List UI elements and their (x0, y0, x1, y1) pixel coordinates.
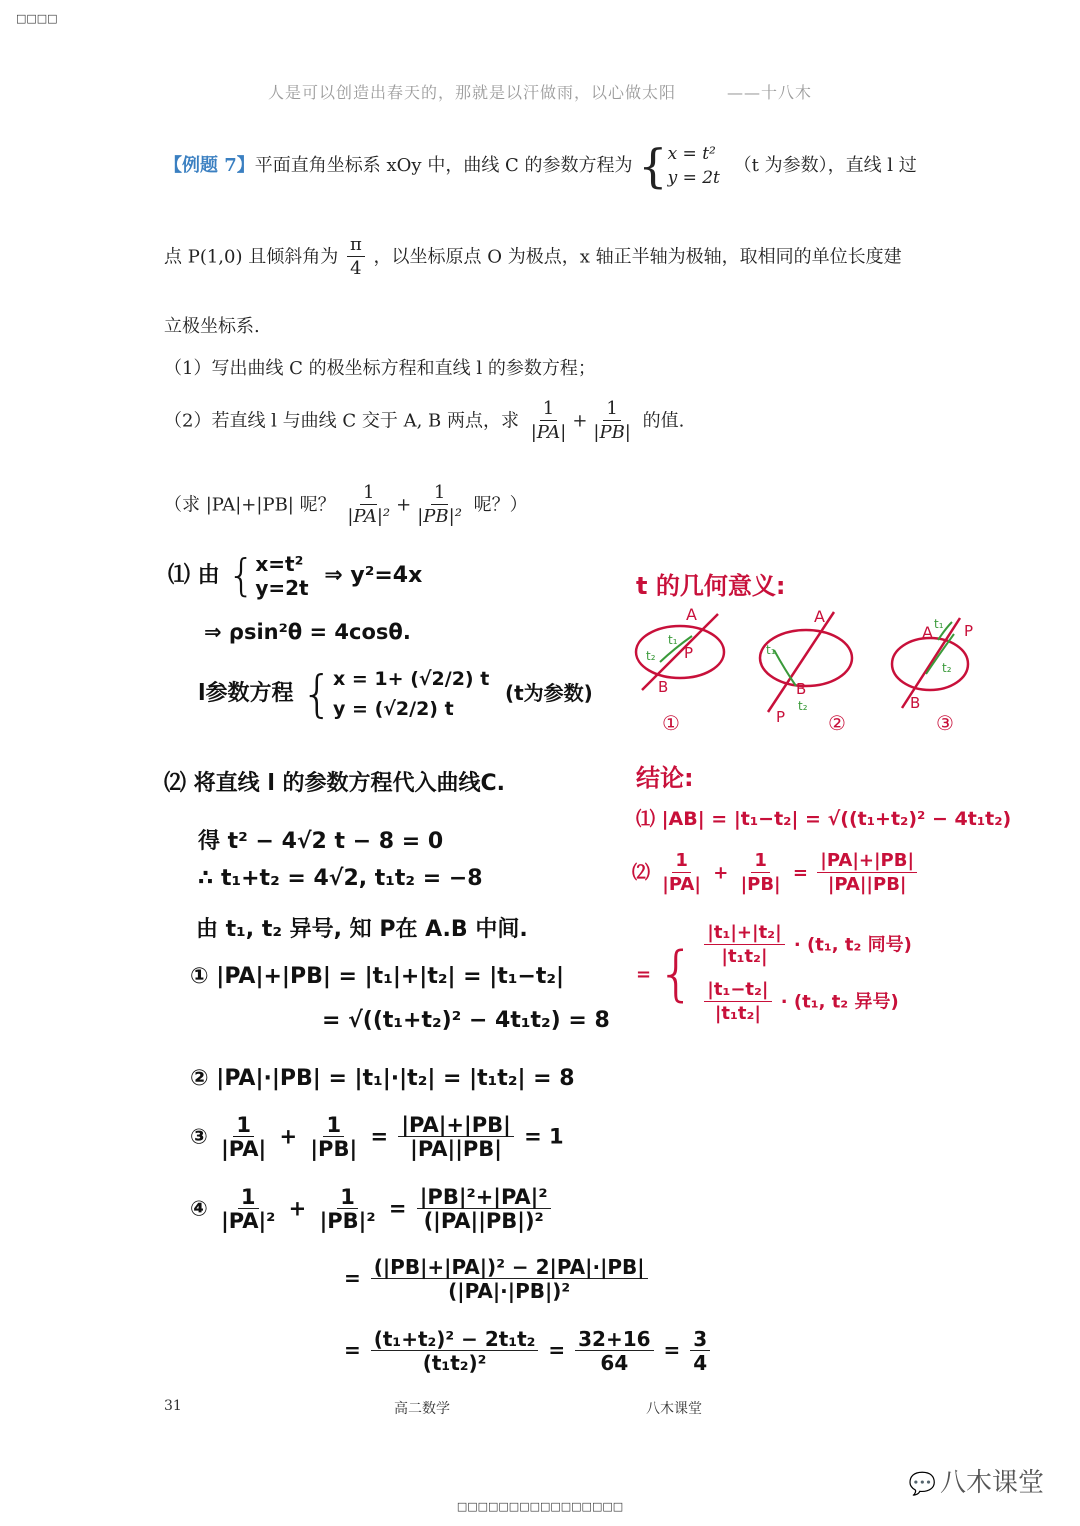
hw-step-6: ∴ t₁+t₂ = 4√2, t₁t₂ = −8 (198, 866, 483, 891)
problem-line-3: 立极坐标系. (164, 316, 260, 337)
hw-conclusion-3 (636, 922, 912, 1026)
footer-brand: 八木课堂 (646, 1401, 702, 1417)
hw-frac (218, 1186, 278, 1233)
angle-fraction (347, 234, 365, 281)
plus-sign: + (288, 1196, 307, 1221)
hw-conclusion-1: ⑴ |AB| = |t₁−t₂| = √((t₁+t₂)² − 4t₁t₂) (636, 808, 1012, 830)
param-eq-x: x = t² (667, 144, 716, 164)
plus-sign: + (279, 1124, 298, 1149)
hw-s1-system (255, 552, 308, 600)
problem-intro: 平面直角坐标系 xOy 中，曲线 C 的参数方程为 (254, 155, 633, 176)
example-tag: 【例题 7】 (164, 155, 255, 176)
hw-c4-note: · (t₁, t₂ 异号) (780, 991, 899, 1013)
brace-icon: { (301, 665, 334, 723)
hw-case-opposite-sign (701, 979, 912, 1026)
frac-den: |PA| (662, 874, 701, 895)
problem-after-eq: （t 为参数），直线 l 过 (733, 155, 917, 176)
frac-den: |PB|² (417, 506, 462, 527)
hw-s3-note: (t为参数) (504, 681, 593, 705)
frac-num: (|PB|+|PA|)² − 2|PA|·|PB| (371, 1256, 648, 1279)
hw-s3-label: l参数方程 (198, 681, 294, 706)
diagram-label-1: ① (662, 711, 680, 735)
ellipse-2 (760, 630, 852, 686)
hw-step-9: = √((t₁+t₂)² − 4t₁t₂) = 8 (322, 1008, 610, 1033)
diagram-2 (760, 607, 852, 735)
frac-den: (|PA|·|PB|)² (448, 1279, 571, 1303)
frac-den: |PA| (221, 1137, 267, 1161)
hw-frac (704, 979, 771, 1026)
hw-conclusion-title: 结论: (636, 764, 694, 792)
frac-den: |PB| (593, 422, 631, 443)
hw-frac (307, 1114, 360, 1161)
frac-num: 1 (233, 1114, 254, 1137)
frac-num: 1 (672, 850, 691, 873)
frac-den: |PA| (530, 422, 567, 443)
equals-sign: = (636, 963, 652, 985)
plus-sign: + (572, 410, 588, 432)
extra-text-b: 呢？） (473, 494, 528, 516)
hw-s1-result: ⇒ y²=4x (324, 563, 423, 588)
pt-b: B (796, 680, 807, 698)
watermark (909, 1462, 1044, 1499)
frac-den: |PA|² (221, 1209, 276, 1233)
hw-step-13 (344, 1256, 651, 1303)
hw-step-4: ⑵ 将直线 l 的参数方程代入曲线C. (164, 771, 506, 796)
frac-den: |PB|² (319, 1209, 376, 1233)
fraction-1-pb (590, 398, 633, 445)
frac-num: 1 (238, 1186, 259, 1209)
hw-frac (371, 1328, 539, 1375)
pt-t2: t₂ (646, 649, 656, 663)
brace-icon: { (638, 139, 668, 193)
frac-den: 64 (600, 1351, 629, 1375)
pt-t1: t₁ (766, 643, 776, 657)
equals-sign: = (370, 1124, 389, 1149)
brace-icon: { (227, 550, 256, 601)
diagram-3 (892, 617, 973, 735)
hw-step-3 (198, 664, 593, 724)
angle-num: π (347, 234, 365, 257)
hw-frac (575, 1328, 653, 1375)
hw-geometric-title: t 的几何意义: (636, 572, 786, 600)
hw-step-5: 得 t² − 4√2 t − 8 = 0 (198, 829, 444, 854)
hw-frac (317, 1186, 379, 1233)
pt-a: A (686, 605, 697, 624)
angle-den: 4 (350, 258, 362, 279)
pt-a: A (922, 623, 933, 642)
hw-step-11 (190, 1114, 564, 1161)
question-1: （1）写出曲线 C 的极坐标方程和直线 l 的参数方程； (164, 358, 596, 379)
equals-sign: = (344, 1266, 361, 1290)
frac-num: 1 (603, 398, 620, 421)
hw-s12-label: ④ (190, 1196, 208, 1221)
plus-sign: + (396, 494, 412, 516)
frac-den: |PA|² (347, 506, 391, 527)
frac-num: |PB|²+|PA|² (417, 1186, 551, 1209)
diagram-1 (636, 605, 724, 735)
hw-s1-prefix: ⑴ 由 (168, 563, 220, 588)
page-number: 31 (164, 1398, 182, 1414)
frac-num: 1 (337, 1186, 358, 1209)
param-equations (668, 142, 720, 190)
hw-frac (417, 1186, 551, 1233)
frac-den: |PA||PB| (827, 874, 907, 895)
frac-den: 4 (693, 1351, 708, 1375)
hw-s1-eq2: y=2t (255, 576, 309, 600)
extra-text-a: （求 |PA|+|PB| 呢？ (164, 494, 336, 516)
frac-den: (t₁t₂)² (422, 1351, 487, 1375)
hw-s3-eq2: y = (√2/2) t (333, 698, 454, 720)
hw-step-2: ⇒ ρsin²θ = 4cosθ. (204, 620, 411, 644)
hw-step-8: ① |PA|+|PB| = |t₁|+|t₂| = |t₁−t₂| (190, 964, 565, 989)
frac-num: |PA|+|PB| (398, 1114, 513, 1137)
hw-step-10: ② |PA|·|PB| = |t₁|·|t₂| = |t₁t₂| = 8 (190, 1066, 575, 1091)
pt-p: P (964, 622, 974, 640)
equals-sign: = (663, 1338, 681, 1362)
pt-t2: t₂ (798, 699, 808, 713)
pt-t1: t₁ (668, 633, 678, 647)
equals-sign: = (344, 1338, 361, 1362)
question-extra (164, 482, 528, 529)
frac-num: 1 (751, 850, 770, 873)
frac-num: 1 (431, 482, 448, 505)
bottom-bar: □□□□□□□□□□□□□□□□ (456, 1500, 624, 1513)
frac-num: 1 (323, 1114, 344, 1137)
pt-a: A (814, 607, 825, 626)
pt-b: B (910, 694, 921, 712)
geometric-diagrams (620, 600, 1000, 740)
frac-num: 32+16 (575, 1328, 653, 1351)
question-2-end: 的值. (642, 410, 685, 432)
hw-step-12 (190, 1186, 554, 1233)
frac-num: |PA|+|PB| (817, 850, 917, 873)
page-motto: 人是可以创造出春天的，那就是以汗做雨，以心做太阳 ——十八木 (267, 83, 812, 102)
frac-num: 3 (690, 1328, 710, 1351)
problem-line-1 (164, 139, 917, 193)
corner-mark: □□□□ (16, 12, 58, 25)
footer-subject: 高二数学 (394, 1401, 450, 1417)
hw-s11-eq: = 1 (524, 1124, 564, 1149)
frac-den: |PB| (310, 1137, 358, 1161)
frac-num: (t₁+t₂)² − 2t₁t₂ (371, 1328, 539, 1351)
frac-den: (|PA||PB|)² (423, 1209, 544, 1233)
frac-num: |t₁−t₂| (704, 979, 771, 1002)
equals-sign: = (388, 1196, 407, 1221)
frac-den: |t₁t₂| (714, 1003, 761, 1024)
fraction-1-pa (528, 398, 570, 445)
frac-den: |PB| (740, 874, 781, 895)
watermark-text: 八木课堂 (939, 1468, 1044, 1498)
diagram-label-3: ③ (936, 711, 954, 735)
hw-s3-system (333, 664, 489, 724)
pt-p: P (776, 708, 786, 726)
hw-frac (738, 850, 784, 897)
equals-sign: = (548, 1338, 566, 1362)
problem-line-2 (164, 234, 902, 281)
frac-num: 1 (540, 398, 557, 421)
hw-step-1 (168, 552, 422, 600)
pt-b: B (658, 678, 669, 696)
hw-s11-label: ③ (190, 1124, 208, 1149)
hw-c2-label: ⑵ (632, 862, 650, 884)
frac-den: |t₁t₂| (721, 946, 768, 967)
problem-line2-a: 点 P(1,0) 且倾斜角为 (164, 246, 339, 268)
diagram-label-2: ② (828, 711, 846, 735)
question-2 (164, 398, 684, 445)
pt-t1: t₁ (934, 617, 944, 631)
brace-icon: { (657, 939, 696, 1009)
hw-frac (659, 850, 704, 897)
hw-s3-eq1: x = 1+ (√2/2) t (333, 668, 490, 690)
pt-t2: t₂ (942, 661, 952, 675)
question-2-text: （2）若直线 l 与曲线 C 交于 A, B 两点，求 (164, 410, 519, 432)
hw-frac (690, 1328, 710, 1375)
hw-s1-eq1: x=t² (255, 552, 304, 576)
hw-step-7: 由 t₁, t₂ 异号, 知 P在 A.B 中间. (196, 917, 528, 942)
frac-num: |t₁|+|t₂| (704, 922, 784, 945)
problem-line2-b: ，以坐标原点 O 为极点，x 轴正半轴为极轴，取相同的单位长度建 (373, 246, 902, 268)
hw-c3-note: · (t₁, t₂ 同号) (793, 934, 912, 956)
hw-frac (371, 1256, 648, 1303)
hw-frac (817, 850, 917, 897)
fraction-1-pb2 (414, 482, 465, 529)
hw-case-same-sign (701, 922, 912, 969)
fraction-1-pa2 (344, 482, 393, 529)
plus-sign: + (713, 862, 729, 884)
frac-den: |PA||PB| (410, 1137, 502, 1161)
hw-step-14 (344, 1328, 713, 1375)
hw-frac (704, 922, 784, 969)
equals-sign: = (792, 862, 808, 884)
hw-frac (398, 1114, 513, 1161)
chat-bubble-icon: 💬 (908, 1472, 936, 1497)
pt-p: P (684, 644, 694, 662)
frac-num: 1 (360, 482, 377, 505)
hw-frac (218, 1114, 269, 1161)
hw-conclusion-cases (701, 922, 912, 1026)
param-eq-y: y = 2t (667, 168, 720, 188)
hw-conclusion-2 (632, 850, 920, 897)
